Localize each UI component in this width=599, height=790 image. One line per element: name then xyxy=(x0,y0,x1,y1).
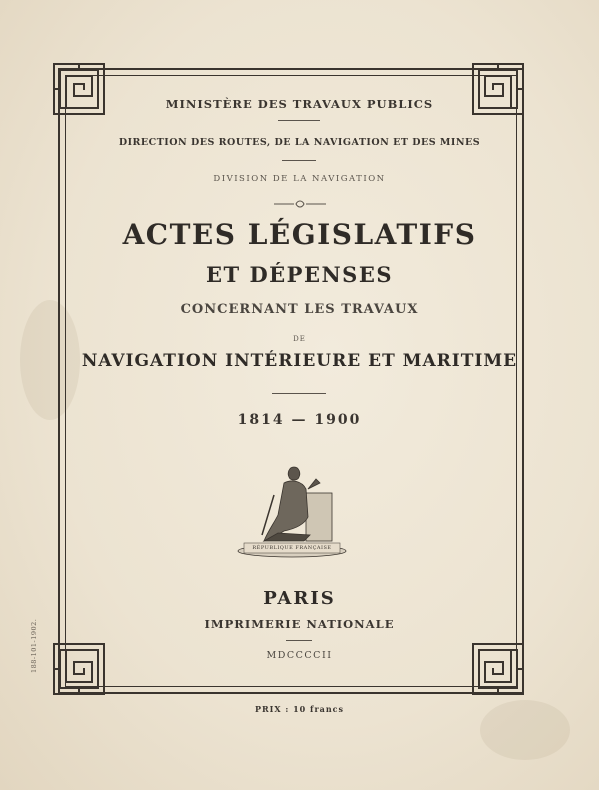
title-line-2: ET DÉPENSES xyxy=(206,262,393,287)
title-line-4: NAVIGATION INTÉRIEURE ET MARITIME xyxy=(81,351,518,371)
imprint-city: PARIS xyxy=(263,588,336,609)
divider-rule xyxy=(282,160,316,161)
divider-rule xyxy=(272,393,326,394)
allegory-vignette xyxy=(234,455,350,559)
title-line-3: CONCERNANT LES TRAVAUX xyxy=(180,302,419,317)
title-connector: DE xyxy=(293,335,306,343)
imprint-date: MDCCCCII xyxy=(266,650,333,661)
direction-heading: DIRECTION DES ROUTES, DE LA NAVIGATION ET DES MINES xyxy=(118,137,481,148)
divider-rule xyxy=(278,120,320,121)
year-range: 1814 — 1900 xyxy=(237,412,362,428)
ministry-heading: MINISTÈRE DES TRAVAUX PUBLICS xyxy=(165,97,434,111)
vignette-banner-text: RÉPUBLIQUE FRANÇAISE xyxy=(252,545,332,551)
side-catalog-code: 188-101-1902. xyxy=(30,618,38,673)
title-line-1: ACTES LÉGISLATIFS xyxy=(122,218,477,251)
divider-rule xyxy=(286,640,312,641)
price-label: PRIX : 10 francs xyxy=(254,704,345,714)
division-heading: DIVISION DE LA NAVIGATION xyxy=(213,174,386,184)
imprint-printer: IMPRIMERIE NATIONALE xyxy=(204,617,395,631)
ornament-icon xyxy=(270,193,330,201)
